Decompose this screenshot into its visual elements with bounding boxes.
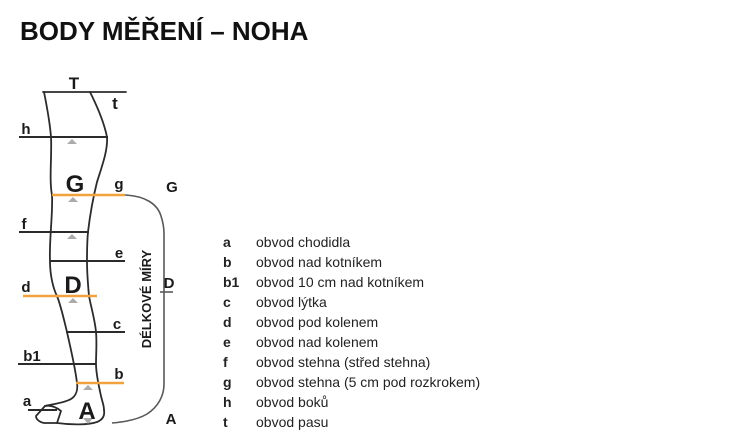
point-label-b: b — [114, 366, 124, 383]
legend-key: t — [223, 414, 228, 430]
leg-outline — [36, 92, 126, 424]
legend-text: obvod 10 cm nad kotníkem — [256, 274, 425, 290]
legend-row-c — [223, 292, 553, 312]
point-label-A: A — [78, 398, 96, 425]
point-label-h: h — [21, 121, 31, 138]
legend-key: b1 — [223, 274, 240, 290]
legend-row-f — [223, 352, 553, 372]
legend-key: d — [223, 314, 232, 330]
point-label-t: t — [112, 94, 118, 113]
legend-row-a — [223, 232, 553, 252]
legend-row-e — [223, 332, 553, 352]
legend-text: obvod nad kotníkem — [256, 254, 383, 270]
point-label-c: c — [112, 316, 122, 333]
legend-text: obvod stehna (střed stehna) — [256, 354, 431, 370]
legend-row-g — [223, 372, 553, 392]
legend-key: h — [223, 394, 232, 410]
legend-key: g — [223, 374, 232, 390]
legend-text: obvod boků — [256, 394, 329, 410]
marker-triangle-b — [83, 385, 93, 390]
point-label-T: T — [68, 74, 80, 93]
legend-row-t — [223, 412, 553, 432]
marker-triangle-f — [67, 234, 77, 239]
point-label-d: d — [21, 279, 31, 296]
point-label-D: D — [64, 272, 82, 299]
legend-row-b — [223, 252, 553, 272]
legend-row-b1 — [223, 272, 553, 292]
bracket-label-G: G — [166, 179, 178, 196]
legend-text: obvod chodidla — [256, 234, 351, 250]
point-labels — [21, 74, 123, 425]
point-label-b1: b1 — [23, 348, 41, 365]
legend-text: obvod pasu — [256, 414, 329, 430]
leg-right-edge — [87, 92, 107, 410]
legend-row-h — [223, 392, 553, 412]
page-title: BODY MĚŘENÍ – NOHA — [20, 16, 309, 46]
legend-key: c — [223, 294, 231, 310]
legend-key: b — [223, 254, 232, 270]
legend-text: obvod nad kolenem — [256, 334, 379, 350]
bracket-curve — [112, 195, 164, 423]
point-label-e: e — [114, 245, 124, 262]
legend-text: obvod pod kolenem — [256, 314, 379, 330]
bracket-label-A: A — [165, 411, 177, 428]
point-label-f: f — [21, 216, 27, 233]
length-measures-side-label: DÉLKOVÉ MÍRY — [139, 249, 154, 349]
foot-toe-cap — [36, 406, 61, 423]
legend-key: e — [223, 334, 231, 350]
bracket-labels — [139, 179, 178, 428]
leg-measurement-diagram — [0, 0, 215, 441]
legend-row-d — [223, 312, 553, 332]
marker-triangle-h — [67, 139, 77, 144]
bracket-label-D: D — [163, 275, 175, 292]
point-label-a: a — [22, 393, 32, 410]
legend-key: f — [223, 354, 228, 370]
point-label-g: g — [114, 176, 124, 193]
legend-text: obvod stehna (5 cm pod rozkrokem) — [256, 374, 481, 390]
point-label-G: G — [65, 171, 85, 198]
legend — [223, 232, 553, 432]
leg-left-edge — [44, 92, 77, 406]
legend-text: obvod lýtka — [256, 294, 327, 310]
legend-key: a — [223, 234, 231, 250]
